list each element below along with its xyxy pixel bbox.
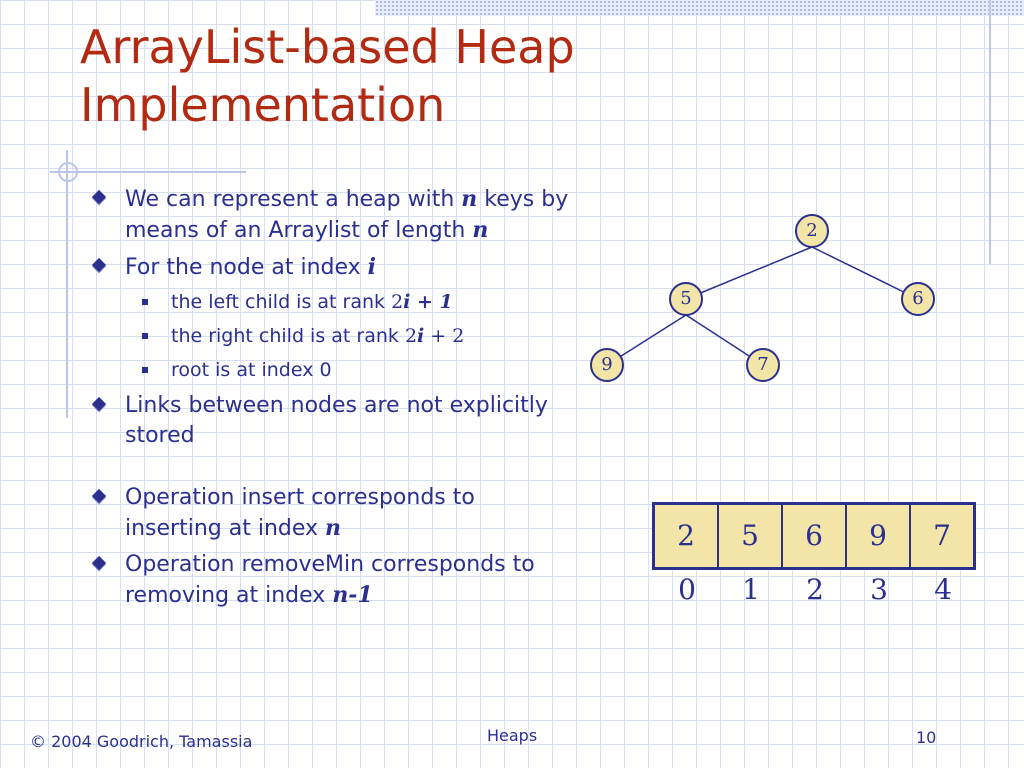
bullet-removemin-operation: Operation removeMin corresponds to removing at index n-1 bbox=[90, 550, 570, 611]
tree-node-left-right: 7 bbox=[746, 348, 780, 382]
sub-bullet-root: root is at index 0 bbox=[90, 357, 570, 383]
tree-node-root: 2 bbox=[795, 214, 829, 248]
sub-bullet-right-child: the right child is at rank 2i + 2 bbox=[90, 323, 570, 349]
bullet-insert-operation: Operation insert corresponds to inserting at index n bbox=[90, 483, 570, 544]
array-index-row bbox=[655, 572, 975, 608]
edge-root-left bbox=[686, 247, 812, 299]
array-index: 1 bbox=[742, 573, 760, 606]
array-cell: 5 bbox=[717, 505, 781, 567]
tree-node-left: 5 bbox=[669, 282, 703, 316]
array-index: 3 bbox=[870, 573, 888, 606]
bullet-links-not-stored: Links between nodes are not explicitly stored bbox=[90, 391, 570, 451]
sub-bullet-left-child: the left child is at rank 2i + 1 bbox=[90, 289, 570, 315]
title-line-2: Implementation bbox=[80, 78, 446, 132]
tree-node-right: 6 bbox=[901, 282, 935, 316]
bullet-node-index: For the node at index i bbox=[90, 252, 570, 283]
array-index: 0 bbox=[678, 573, 696, 606]
tree-node-left-left: 9 bbox=[590, 348, 624, 382]
array-index: 2 bbox=[806, 573, 824, 606]
title-line-1: ArrayList-based Heap bbox=[80, 20, 575, 74]
footer-page-number: 10 bbox=[916, 728, 937, 747]
array-index: 4 bbox=[934, 573, 952, 606]
array-cell: 7 bbox=[909, 505, 973, 567]
footer-topic: Heaps bbox=[487, 726, 538, 745]
array-cell: 9 bbox=[845, 505, 909, 567]
array-cell: 6 bbox=[781, 505, 845, 567]
footer-copyright: © 2004 Goodrich, Tamassia bbox=[30, 732, 253, 751]
heap-array bbox=[652, 502, 976, 570]
bullet-heap-representation: We can represent a heap with n keys by means of an Arraylist of length n bbox=[90, 184, 570, 246]
array-cell: 2 bbox=[677, 519, 695, 552]
